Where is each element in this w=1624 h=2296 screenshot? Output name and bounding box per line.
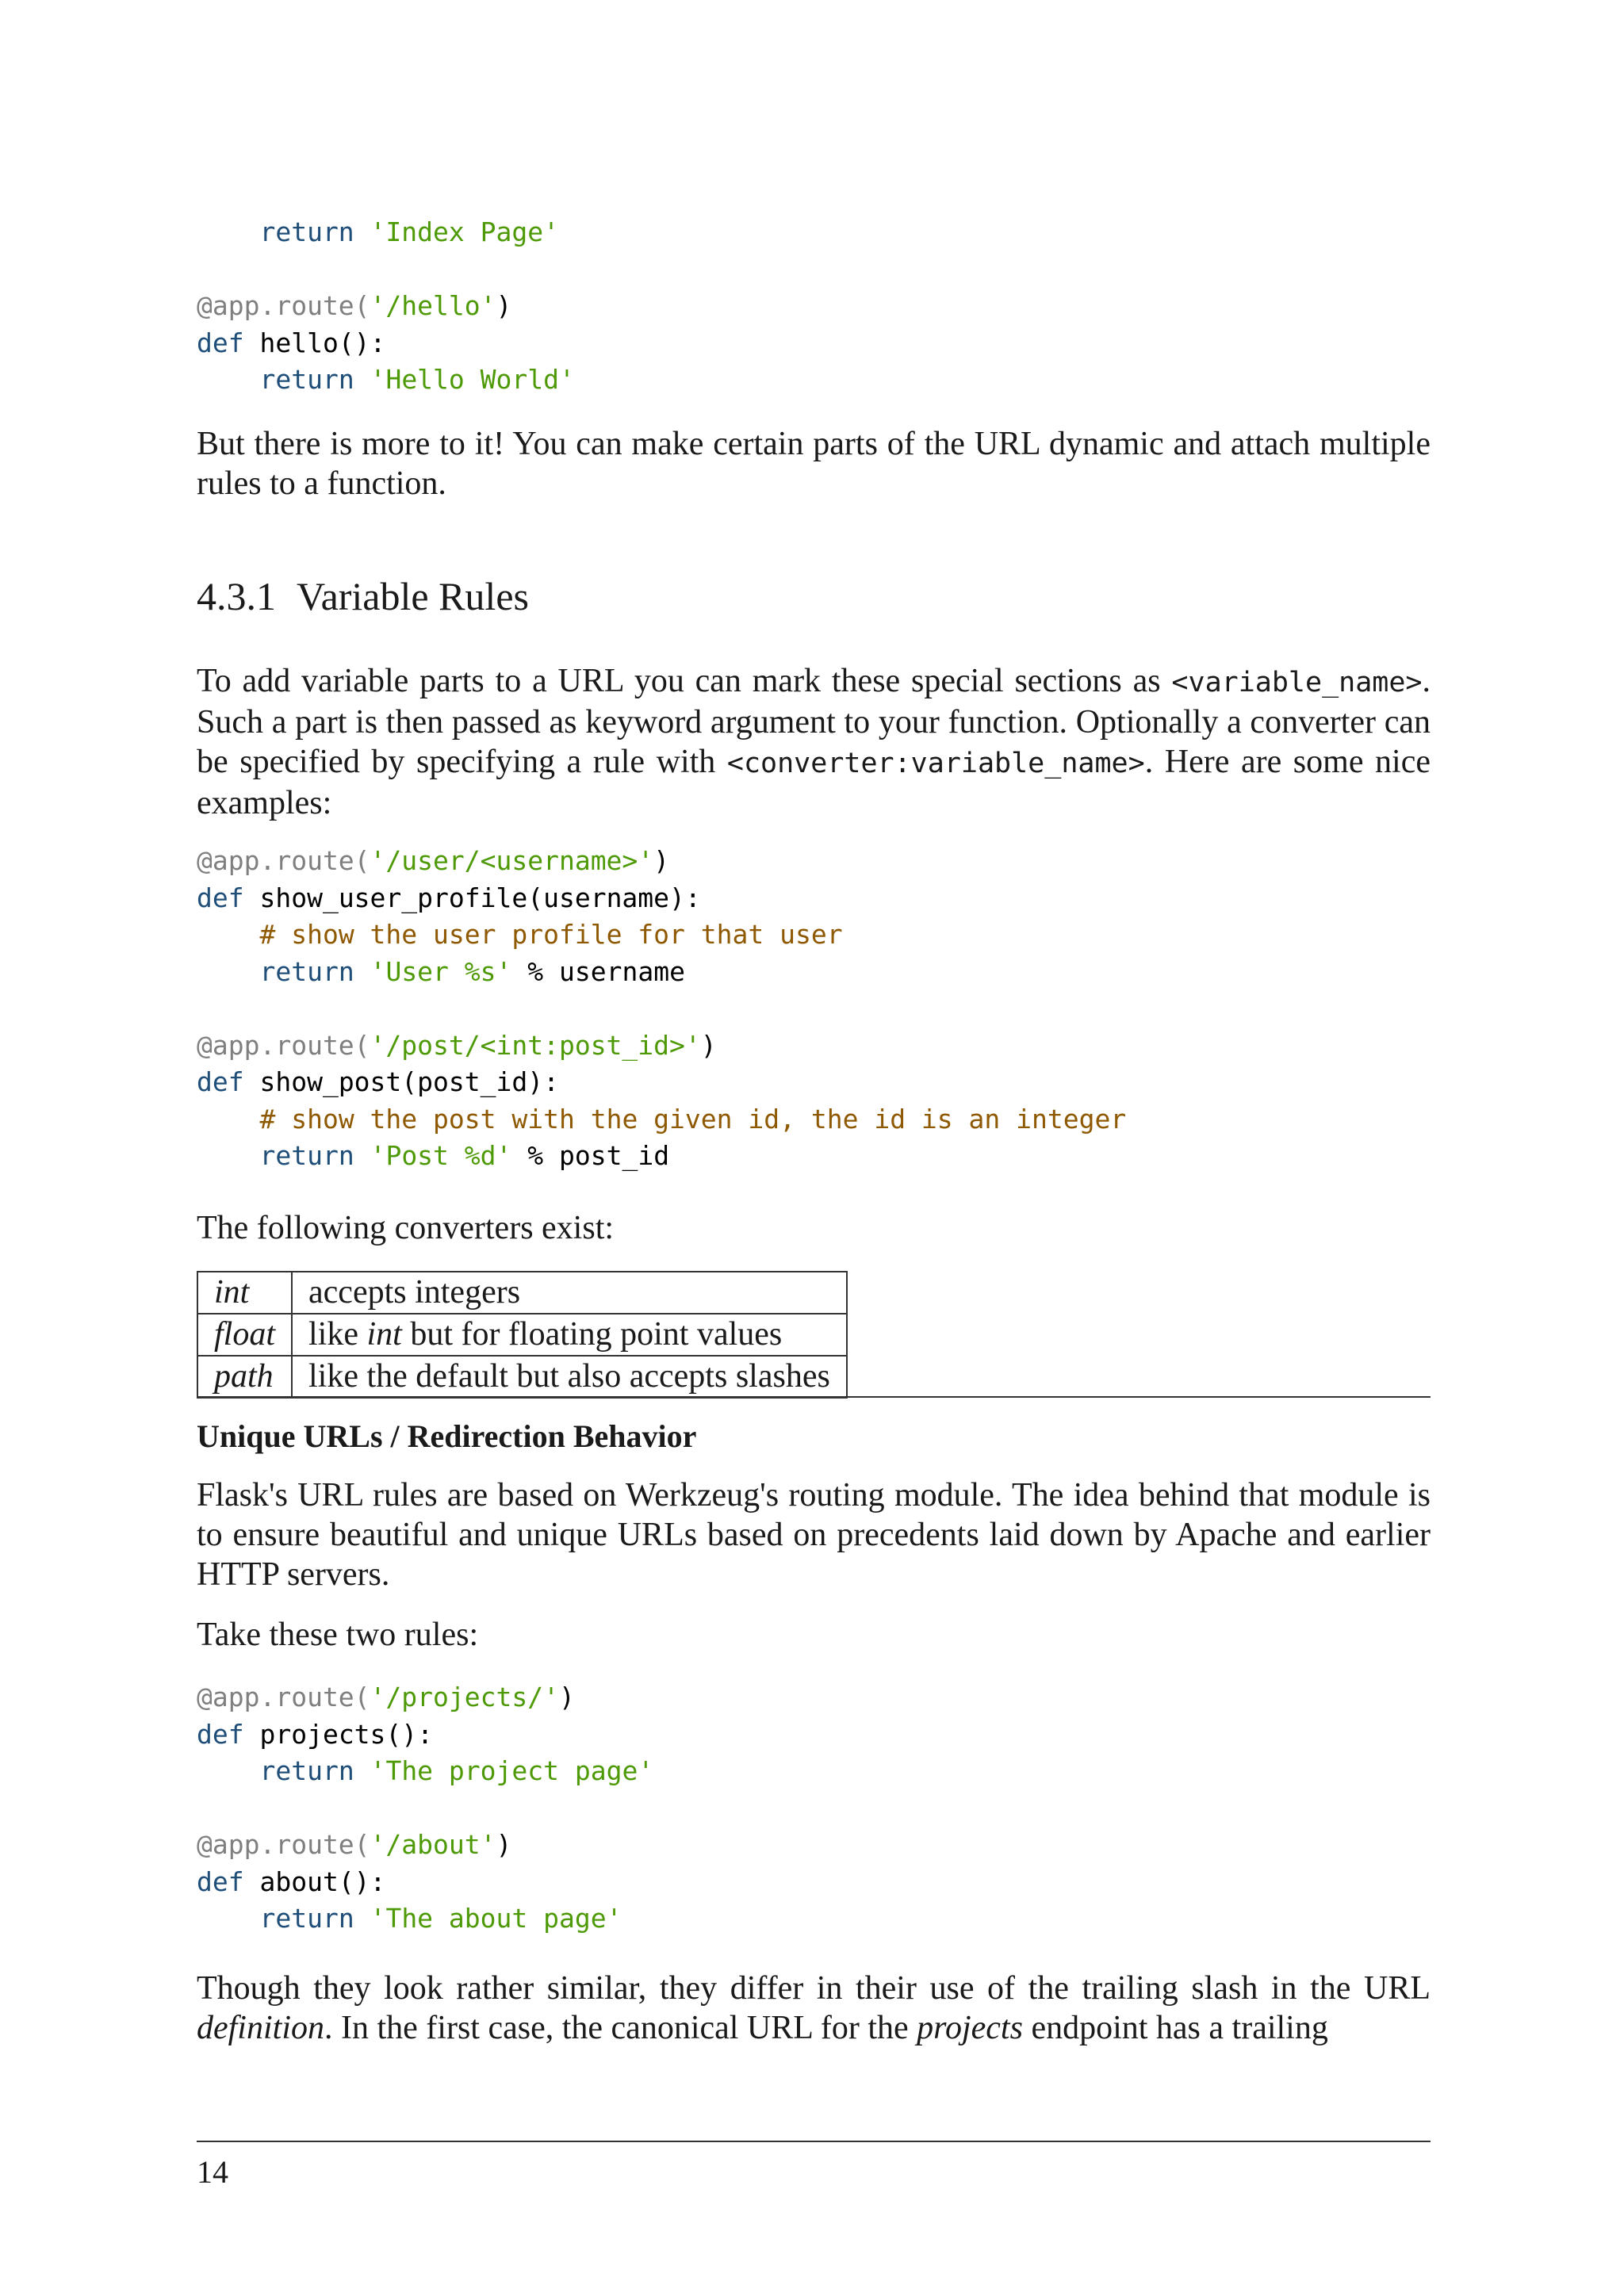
text-run: but for floating point values: [401, 1316, 783, 1353]
converter-description: [292, 1272, 847, 1314]
section-number: 4.3.1: [197, 574, 276, 618]
converter-name: int: [197, 1272, 292, 1314]
text-run: . Here are some nice examples:: [197, 744, 1431, 821]
converter-description: [292, 1314, 847, 1356]
table-row: [197, 1314, 847, 1356]
code-plain: ): [496, 290, 512, 321]
text-run: . Such a part is then passed as keyword argument to your function. Optionally a converter can be specified by specifying a rule with: [197, 663, 1431, 780]
code-comment: # show the user profile for that user: [259, 919, 843, 950]
paragraph-variable-rules: [197, 661, 1431, 823]
code-string: 'Post %d': [370, 1140, 512, 1171]
code-plain: ): [558, 1682, 575, 1712]
table-row: [197, 1272, 847, 1314]
page-number: 14: [197, 2154, 228, 2190]
paragraph-intro: But there is more to it! You can make certain parts of the URL dynamic and attach multiple rules to a function.: [197, 426, 1431, 502]
code-block-variable-examples: [197, 843, 1126, 1175]
code-keyword: return: [259, 1903, 354, 1934]
code-string: 'Index Page': [370, 216, 559, 247]
code-keyword: def: [197, 1866, 244, 1897]
code-string: 'The project page': [370, 1755, 654, 1786]
code-decorator: @app.route(: [197, 845, 370, 876]
paragraph-werkzeug: Flask's URL rules are based on Werkzeug's routing module. The idea behind that module is to ensure beautiful and unique URLs based on precedents laid down by Apache and earlier HTTP servers.: [197, 1477, 1431, 1593]
code-plain: ): [653, 845, 670, 876]
text-run: endpoint has a trailing: [1022, 2010, 1328, 2046]
code-string: '/user/<username>': [370, 845, 654, 876]
code-decorator: @app.route(: [197, 290, 370, 321]
code-keyword: def: [197, 1718, 244, 1750]
code-keyword: return: [197, 216, 354, 247]
code-decorator: @app.route(: [197, 1029, 370, 1061]
section-title: Variable Rules: [297, 574, 529, 618]
code-keyword: def: [197, 1066, 244, 1097]
paragraph-converters-intro: The following converters exist:: [197, 1210, 615, 1246]
paragraph-two-rules: Take these two rules:: [197, 1617, 479, 1653]
text-run-emphasis: definition: [197, 2010, 324, 2046]
section-rule: [197, 1396, 1431, 1398]
inline-code: <converter:variable_name>: [726, 748, 1145, 779]
code-string: '/projects/': [370, 1682, 559, 1712]
subsection-heading: Unique URLs / Redirection Behavior: [197, 1418, 697, 1454]
code-block-trailing-slash: [197, 1679, 653, 1938]
code-plain: projects():: [243, 1718, 434, 1750]
code-string: 'User %s': [370, 955, 512, 987]
code-string: '/hello': [370, 290, 496, 321]
code-plain: show_user_profile(username):: [243, 882, 701, 913]
code-decorator: @app.route(: [197, 1682, 370, 1712]
code-plain: % username: [511, 955, 685, 987]
code-plain: about():: [243, 1866, 386, 1897]
table-row: [197, 1356, 847, 1398]
code-string: '/about': [370, 1829, 496, 1860]
code-plain: ): [700, 1029, 717, 1061]
text-run: like: [308, 1316, 367, 1353]
text-run: To add variable parts to a URL you can mark these special sections as: [197, 663, 1172, 699]
section-heading: [197, 573, 529, 619]
text-run: accepts integers: [308, 1274, 521, 1311]
inline-code: <variable_name>: [1171, 667, 1423, 698]
code-plain: hello():: [243, 327, 386, 358]
text-run-emphasis: projects: [917, 2010, 1023, 2046]
code-string: 'Hello World': [370, 364, 575, 395]
converter-name: path: [197, 1356, 292, 1398]
text-run-emphasis: int: [366, 1316, 402, 1353]
code-keyword: def: [197, 882, 244, 913]
code-string: 'The about page': [370, 1903, 622, 1934]
converters-table: [197, 1271, 848, 1399]
text-run: like the default but also accepts slashes: [308, 1358, 830, 1395]
paragraph-trailing-slash: [197, 1969, 1431, 2048]
converter-description: [292, 1356, 847, 1398]
code-comment: # show the post with the given id, the id is an integer: [259, 1103, 1127, 1135]
code-plain: % post_id: [511, 1140, 670, 1171]
converter-name: float: [197, 1314, 292, 1356]
text-run: . In the first case, the canonical URL for the: [324, 2010, 917, 2046]
footer-rule: [197, 2141, 1431, 2142]
code-keyword: return: [259, 1140, 354, 1171]
code-keyword: return: [259, 955, 354, 987]
code-decorator: @app.route(: [197, 1829, 370, 1860]
code-plain: show_post(post_id):: [243, 1066, 559, 1097]
text-run: Though they look rather similar, they differ in their use of the trailing slash in the URL: [197, 1970, 1431, 2007]
code-keyword: def: [197, 327, 244, 358]
code-keyword: return: [259, 1755, 354, 1786]
code-block-hello: [197, 214, 575, 399]
code-keyword: return: [259, 364, 354, 395]
code-plain: ): [496, 1829, 512, 1860]
code-string: '/post/<int:post_id>': [370, 1029, 701, 1061]
